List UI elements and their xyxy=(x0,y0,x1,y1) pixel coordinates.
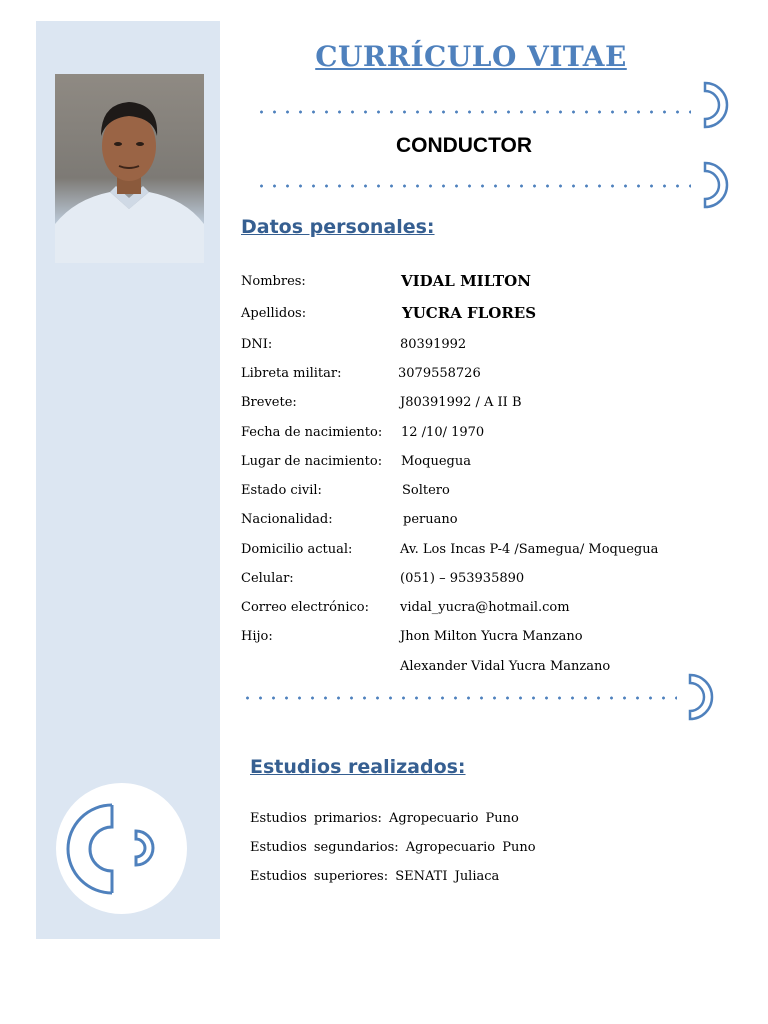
field-label: Hijo: xyxy=(241,629,273,644)
field-value: VIDAL MILTON xyxy=(401,272,531,290)
half-circle-icon xyxy=(688,673,718,721)
field-label: Domicilio actual: xyxy=(241,542,353,557)
dotted-divider xyxy=(241,696,677,700)
profile-photo xyxy=(55,74,204,263)
field-label: Lugar de nacimiento: xyxy=(241,454,383,469)
job-title: CONDUCTOR xyxy=(395,134,533,157)
field-value: Jhon Milton Yucra Manzano xyxy=(400,629,583,644)
field-label: Nombres: xyxy=(241,274,306,289)
field-value: J80391992 / A II B xyxy=(400,395,522,410)
field-value: YUCRA FLORES xyxy=(402,304,537,322)
field-label: Fecha de nacimiento: xyxy=(241,425,383,440)
field-label: Celular: xyxy=(241,571,294,586)
field-label: DNI: xyxy=(241,337,273,352)
field-value: Av. Los Incas P-4 /Samegua/ Moquegua xyxy=(400,542,659,557)
dotted-divider xyxy=(255,184,691,188)
field-label: Nacionalidad: xyxy=(241,512,333,527)
field-value: vidal_yucra@hotmail.com xyxy=(400,600,570,615)
field-value: Moquegua xyxy=(401,454,471,469)
field-label: Brevete: xyxy=(241,395,297,410)
field-label: Libreta militar: xyxy=(241,366,342,381)
half-circle-icon xyxy=(703,161,733,209)
study-item: Estudios primarios: Agropecuario Puno xyxy=(250,811,519,826)
document-title: CURRÍCULO VITAE xyxy=(315,40,627,73)
dotted-divider xyxy=(255,110,691,114)
field-label: Estado civil: xyxy=(241,483,322,498)
personal-data-heading: Datos personales: xyxy=(241,216,435,238)
field-value: peruano xyxy=(403,512,458,527)
field-value: 12 /10/ 1970 xyxy=(401,425,485,440)
field-value: Soltero xyxy=(402,483,450,498)
field-value: Alexander Vidal Yucra Manzano xyxy=(400,659,611,674)
field-value: 80391992 xyxy=(400,337,467,352)
logo-emblem-icon xyxy=(56,783,187,914)
study-item: Estudios segundarios: Agropecuario Puno xyxy=(250,840,536,855)
field-value: 3079558726 xyxy=(398,366,481,381)
field-value: (051) – 953935890 xyxy=(400,571,525,586)
studies-heading: Estudios realizados: xyxy=(250,756,466,778)
study-item: Estudios superiores: SENATI Juliaca xyxy=(250,869,500,884)
field-label: Apellidos: xyxy=(241,306,307,321)
field-label: Correo electrónico: xyxy=(241,600,369,615)
half-circle-icon xyxy=(703,81,733,129)
